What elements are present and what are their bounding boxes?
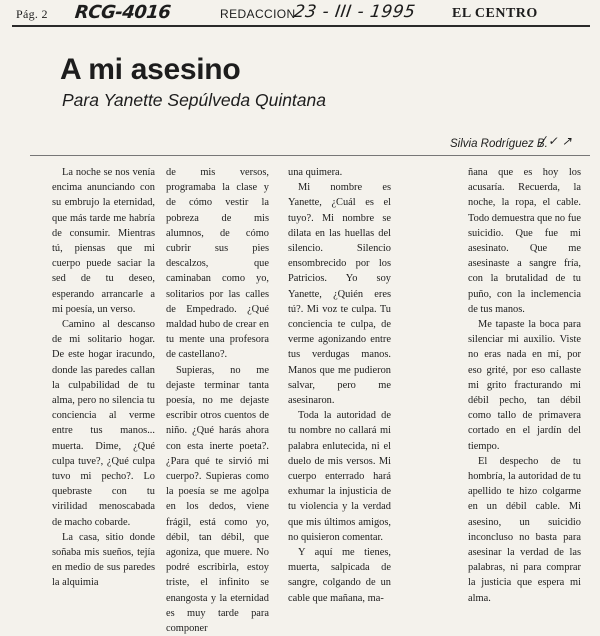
text-column-2 [166, 165, 269, 636]
article-subtitle: Para Yanette Sepúlveda Quintana [62, 90, 326, 110]
masthead [12, 4, 590, 24]
article-title: A mi asesino [60, 53, 241, 86]
byline-rule [30, 155, 590, 156]
page-number: Pág. 2 [16, 7, 48, 21]
paragraph: Camino al descanso de mi solitario hogar. De este hogar iracundo, donde las paredes callan la culpabilidad de tu alma, pero no silencia tu conciencia al verme entre tus manos... muerta. Dime, ¿Qué culpa tuve?, ¿Qué culpa tuvo mi pecho?. Lo quebraste con tu virilidad menoscabada de macho cobarde. [52, 319, 155, 528]
paragraph: El despecho de tu hombría, la autoridad de tu apellido te hizo colgarme en un débil cable. Mi asesino, un suicidio inconcluso no basta para asesinar la verdad de las palabras, ni para comprar la justicia que espera mi alma. [468, 455, 581, 604]
text-column-3 [288, 165, 391, 606]
article-author: Silvia Rodríguez B. [450, 138, 548, 150]
section-label: REDACCION [220, 7, 296, 21]
paragraph: de mis versos, programaba la clase y de cómo vestir la pobreza de mis alumnos, de cómo cubrir sus pies descalzos, que caminaban como yo, solitarios por las calles de Empedrado. ¿Qué maldad hubo de crear en tu mente una profesora de castellano?. [166, 167, 269, 361]
paragraph: La noche se nos venía encima anunciando con su embrujo la eternidad, que más tarde me habría de consumir. Mientras tú, piensas que mi cuerpo puede saciar la sed de tu deseo, esperando arrancarle a mi poesía, un verso. [52, 167, 155, 315]
paragraph: Supieras, no me dejaste terminar tanta poesía, no me dejaste escribir otros cuentos de niño. ¿Qué harás ahora con esta inerte poeta?. ¿Para qué te sirvió mi cuerpo?. Supieras como la poesía se me agolpa en los dedos, viene frágil, está como yo, débil, tan débil, que agoniza, que muere. No podré escribirla, estoy triste, el infinito se enangosta y la eternidad es muy tarde para componer [166, 364, 269, 635]
handwritten-mark: / ✓ ↗ [539, 134, 575, 148]
masthead-rule [12, 25, 590, 27]
text-column-4 [468, 165, 581, 606]
handwritten-code: RCG-4016 [73, 2, 172, 23]
paragraph: una quimera. [288, 167, 343, 178]
paragraph: La casa, sitio donde soñaba mis sueños, tejía en medio de sus paredes la alquimia [52, 531, 155, 589]
paragraph: Y aquí me tienes, muerta, salpicada de sangre, colgando de un cable que mañana, ma- [288, 547, 391, 604]
newspaper-name: EL CENTRO [452, 6, 538, 21]
paragraph: Mi nombre es Yanette, ¿Cuál es el tuyo?. Mi nombre se dilata en las huellas del silencio. Silencio ensombrecido por los Patricios. Yo soy Yanette, ¿Quién eres tú?. Mi voz te culpa. Tu conciencia te culpa, de verme agonizando entre tus verdugas manos. Manos que me pudieron salvar, pero me asesinaron. [288, 182, 391, 407]
text-column-1 [52, 165, 155, 591]
paragraph: Toda la autoridad de tu nombre no callará mi palabra enlutecida, ni el duelo de mis versos. Mi cuerpo enterrado hará exhumar la injusticia de tu violencia y la verdad que mis últimos amigos, no quisieron comentar. [288, 410, 391, 543]
handwritten-date: 23 - III - 1995 [292, 2, 417, 22]
paragraph: Me tapaste la boca para silenciar mi auxilio. Viste no eras nada en mí, por eso grité, por eso callaste mi grito fracturando mi débil pecho, tan débil como tallo de primavera cortado en el jardín del tiempo. [468, 319, 581, 452]
paragraph: ñana que es hoy los acusaría. Recuerda, la noche, la ropa, el cable. Todo demuestra que no fue suicidio. Que fue mi asesinato. Que me asesinaste a sangre fría, con la brutalidad de tu puño, con la inclemencia de tus manos. [468, 167, 581, 315]
